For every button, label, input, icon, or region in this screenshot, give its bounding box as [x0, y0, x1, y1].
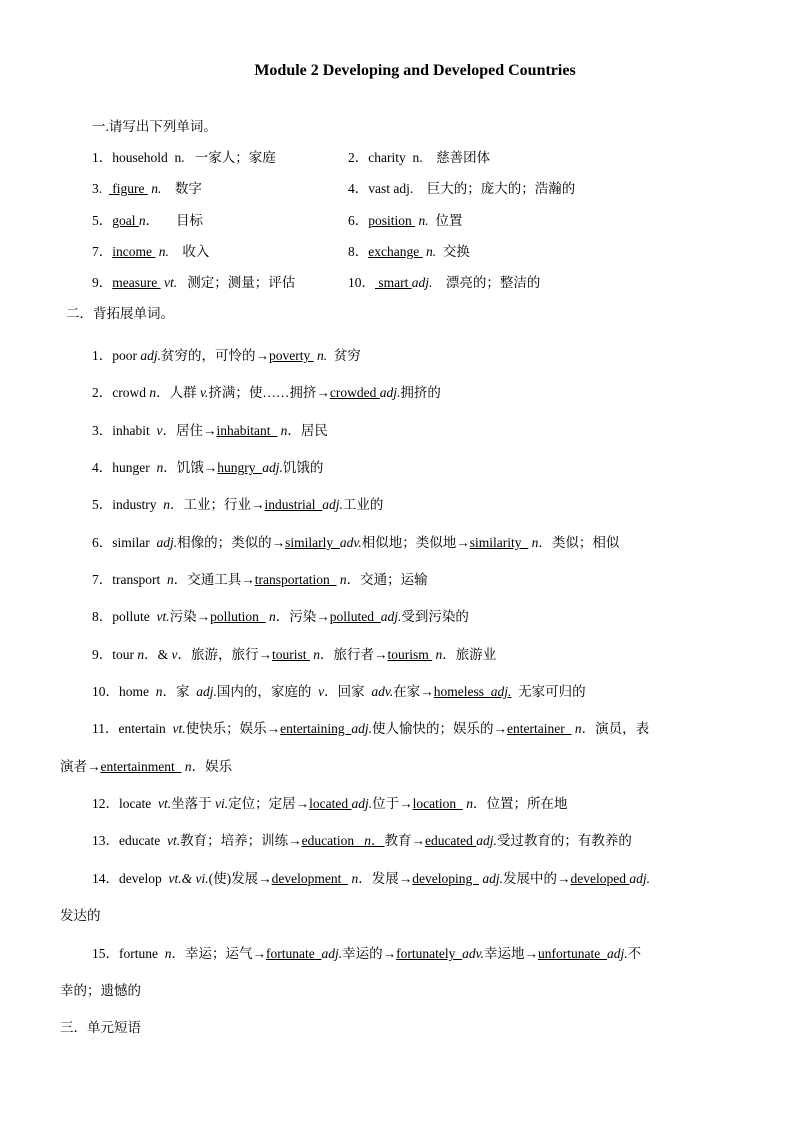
vocab-line	[92, 570, 428, 590]
line-text: 发达的	[60, 908, 101, 923]
line-text: 9．tour	[92, 647, 138, 662]
line-text: 3．inhabit	[92, 423, 157, 438]
answer-blank: developed	[570, 871, 630, 886]
vocab-line	[348, 148, 490, 168]
line-text: ．&	[144, 647, 172, 662]
vocab-line	[92, 148, 276, 168]
line-text: adj.	[476, 833, 497, 848]
answer-blank: position	[368, 213, 416, 228]
vocab-line	[92, 607, 469, 627]
line-text: n	[528, 535, 539, 550]
answer-blank: figure	[108, 181, 148, 196]
line-text: ．幸运；运气→	[171, 946, 266, 961]
line-text: 教育；培养；训练→	[180, 833, 302, 848]
line-text: 4．hunger	[92, 460, 157, 475]
line-text: 污染→	[169, 609, 211, 624]
line-text: 位于→	[372, 796, 413, 811]
line-text: v	[171, 647, 178, 662]
vocab-line	[348, 242, 470, 262]
line-text: adj.	[262, 460, 283, 475]
line-text: 使快乐；娱乐→	[185, 721, 281, 736]
line-text: 12．locate	[92, 796, 158, 811]
line-text: adv.	[462, 946, 484, 961]
answer-blank: hungry	[217, 460, 263, 475]
answer-blank: n	[360, 833, 371, 848]
line-text: ．旅行者→	[320, 647, 388, 662]
vocab-line	[92, 533, 619, 553]
line-text: ．居民	[287, 423, 328, 438]
line-text: ．工业；行业→	[170, 497, 265, 512]
line-text: n	[309, 647, 321, 662]
line-text: (使)发展→	[208, 871, 272, 886]
answer-blank: exchange	[368, 244, 423, 259]
line-text: ．娱乐	[191, 759, 233, 774]
line-text: v	[318, 684, 325, 699]
line-text: 5．	[92, 213, 113, 228]
line-text: n	[137, 647, 145, 662]
line-text: 10．	[348, 275, 375, 290]
line-text: 国内的，家庭的	[216, 684, 319, 699]
line-text: 6．similar	[92, 535, 157, 550]
answer-blank: entertainer	[506, 721, 572, 736]
line-text: ．旅游业	[442, 647, 497, 662]
line-text: 4．vast adj. 巨大的；庞大的；浩瀚的	[348, 181, 576, 196]
line-text: adj.	[322, 497, 343, 512]
vocab-line	[92, 421, 328, 441]
vocab-line	[92, 794, 567, 814]
line-text: ．交通；运输	[346, 572, 428, 587]
vocab-line	[348, 273, 540, 293]
line-text: n	[181, 759, 192, 774]
line-text: adj.	[379, 385, 401, 400]
vocab-line	[92, 869, 650, 889]
vocab-line	[92, 719, 649, 739]
vocab-line	[92, 495, 383, 515]
line-text: n	[265, 609, 276, 624]
line-text: v.	[200, 385, 209, 400]
vocab-line	[92, 273, 295, 293]
vocab-line	[92, 242, 209, 262]
line-text: 相似地；类似地→	[361, 535, 470, 550]
vocab-line	[92, 211, 203, 231]
line-text: ．发展→	[358, 871, 413, 886]
line-text: 幸运地→	[483, 946, 538, 961]
line-text: 拥挤的	[400, 385, 441, 400]
answer-blank: industrial	[264, 497, 323, 512]
line-text: 演者→	[60, 759, 101, 774]
vocab-line	[92, 645, 496, 665]
section3-heading: 三．单元短语	[60, 1020, 141, 1035]
line-text: vt.	[160, 275, 178, 290]
line-text: ．人群	[156, 385, 200, 400]
line-text: 14．develop	[92, 871, 169, 886]
line-text: 1．poor	[92, 348, 141, 363]
line-text: n	[138, 213, 146, 228]
line-text: 6．	[348, 213, 369, 228]
line-text: 9．	[92, 275, 113, 290]
line-text: 使人愉快的；娱乐的→	[371, 721, 507, 736]
answer-blank: smart	[375, 275, 412, 290]
answer-blank: entertainment	[100, 759, 182, 774]
answer-blank: poverty	[269, 348, 314, 363]
line-text: n	[167, 572, 174, 587]
line-text: adj.	[629, 871, 650, 886]
line-text: v	[156, 423, 163, 438]
line-text: adj.	[411, 275, 433, 290]
line-text: 挤满；使……拥挤→	[208, 385, 330, 400]
answer-blank: homeless	[433, 684, 491, 699]
answer-blank: tourism	[387, 647, 433, 662]
line-text: 位置	[428, 213, 463, 228]
line-text: n	[277, 423, 288, 438]
section2-heading: 二．背拓展单词。	[66, 306, 174, 321]
line-text: 交换	[436, 244, 470, 259]
answer-blank: location	[412, 796, 463, 811]
line-text: 坐落于	[171, 796, 215, 811]
line-text: 收入	[168, 244, 210, 259]
line-text: ．位置；所在地	[472, 796, 568, 811]
answer-blank: adj.	[490, 684, 512, 699]
answer-blank: unfortunate	[537, 946, 607, 961]
answer-blank: similarity	[469, 535, 529, 550]
line-text: 不	[627, 946, 642, 961]
line-text: vi.	[214, 796, 229, 811]
line-text: ．旅游，旅行→	[177, 647, 273, 662]
line-text: 受到污染的	[401, 609, 469, 624]
line-text: ．回家	[324, 684, 372, 699]
line-text: adj.	[321, 946, 343, 961]
line-text: adj.	[478, 871, 503, 886]
line-text: 幸的；遗憾的	[60, 983, 141, 998]
line-text: 8．	[348, 244, 369, 259]
line-text: vt.	[156, 609, 170, 624]
line-text: vt.& vi.	[168, 871, 209, 886]
answer-blank: located	[309, 796, 352, 811]
answer-blank: pollution	[210, 609, 266, 624]
line-text: 幸运的→	[342, 946, 397, 961]
line-text: adj.	[351, 721, 372, 736]
line-text: 15．fortune	[92, 946, 165, 961]
answer-blank: inhabitant	[216, 423, 278, 438]
line-text: ．饥饿→	[163, 460, 218, 475]
line-text: 数字	[161, 181, 202, 196]
answer-blank: education	[301, 833, 361, 848]
line-text: 7．transport	[92, 572, 167, 587]
line-text: n	[462, 796, 473, 811]
answer-blank: fortunately	[396, 946, 463, 961]
line-text: n.	[422, 244, 437, 259]
vocab-line	[92, 383, 441, 403]
line-text: 2．charity n. 慈善团体	[348, 150, 491, 165]
answer-blank: entertaining	[280, 721, 352, 736]
answer-blank: development	[271, 871, 349, 886]
line-text: 饥饿的	[282, 460, 324, 475]
line-text: 10．home	[92, 684, 156, 699]
line-text: 贫穷的，可怜的→	[161, 348, 270, 363]
line-text: adj.	[351, 796, 373, 811]
vocab-line	[92, 682, 586, 702]
line-text: adv.	[339, 535, 362, 550]
line-text: 定位；定居→	[228, 796, 310, 811]
line-text: adj.	[606, 946, 628, 961]
line-text: 工业的	[342, 497, 384, 512]
answer-blank: measure	[112, 275, 161, 290]
line-text: vt.	[172, 721, 186, 736]
line-text: ．家	[162, 684, 197, 699]
answer-blank: similarly	[285, 535, 340, 550]
line-text: 漂亮的；整洁的	[432, 275, 541, 290]
line-text: ． 目标	[145, 213, 203, 228]
line-text: n.	[155, 244, 169, 259]
vocab-line	[92, 458, 323, 478]
line-text: n.	[313, 348, 328, 363]
answer-blank: income	[112, 244, 156, 259]
answer-blank: polluted	[329, 609, 381, 624]
line-text: 2．crowd	[92, 385, 150, 400]
line-text: adj.	[140, 348, 162, 363]
vocab-line	[92, 831, 632, 851]
line-text: adv.	[371, 684, 394, 699]
answer-blank: ．	[370, 833, 385, 848]
line-text: 7．	[92, 244, 113, 259]
page-title: Module 2 Developing and Developed Countries	[254, 62, 576, 79]
answer-blank: fortunate	[265, 946, 322, 961]
line-text: adj.	[380, 609, 402, 624]
line-text: 在家→	[393, 684, 434, 699]
line-text: n	[156, 460, 164, 475]
line-text: n	[164, 946, 172, 961]
line-text: n.	[147, 181, 162, 196]
line-text: 8．pollute	[92, 609, 157, 624]
line-text: adj.	[196, 684, 217, 699]
line-text: ．类似；相似	[538, 535, 620, 550]
vocab-line	[60, 906, 101, 926]
line-text: n	[571, 721, 582, 736]
answer-blank: crowded	[329, 385, 380, 400]
vocab-line	[348, 179, 575, 199]
line-text: 发展中的→	[503, 871, 571, 886]
line-text: n	[149, 385, 157, 400]
vocab-line	[92, 179, 202, 199]
line-text: vt.	[166, 833, 181, 848]
line-text: n	[432, 647, 443, 662]
line-text: 受过教育的；有教养的	[496, 833, 632, 848]
line-text: 教育→	[384, 833, 425, 848]
line-text: 3.	[92, 181, 109, 196]
line-text: n	[155, 684, 163, 699]
line-text: 1．household n. 一家人；家庭	[92, 150, 276, 165]
answer-blank: tourist	[272, 647, 310, 662]
line-text: n	[348, 871, 359, 886]
line-text: n.	[415, 213, 429, 228]
answer-blank: goal	[112, 213, 139, 228]
line-text: ．居住→	[162, 423, 217, 438]
vocab-line	[60, 981, 141, 1001]
line-text: ．演员，表	[581, 721, 650, 736]
line-text: vt.	[157, 796, 172, 811]
answer-blank: developing	[412, 871, 479, 886]
line-text: 5．industry	[92, 497, 164, 512]
line-text: ．交通工具→	[173, 572, 255, 587]
line-text: n	[336, 572, 347, 587]
answer-blank: transportation	[254, 572, 337, 587]
line-text: 相像的；类似的→	[177, 535, 286, 550]
line-text: 测定；测量；评估	[177, 275, 296, 290]
line-text: 无家可归的	[511, 684, 586, 699]
section1-heading: 一.请写出下列单词。	[92, 119, 217, 134]
answer-blank: educated	[424, 833, 477, 848]
vocab-line	[348, 211, 462, 231]
line-text: adj.	[156, 535, 178, 550]
line-text: 13．educate	[92, 833, 167, 848]
line-text: 贫穷	[327, 348, 361, 363]
vocab-line	[92, 944, 641, 964]
vocab-line	[60, 757, 232, 777]
line-text: 11．entertain	[92, 721, 173, 736]
line-text: n	[163, 497, 171, 512]
line-text: ．污染→	[275, 609, 330, 624]
vocab-line	[92, 346, 361, 366]
